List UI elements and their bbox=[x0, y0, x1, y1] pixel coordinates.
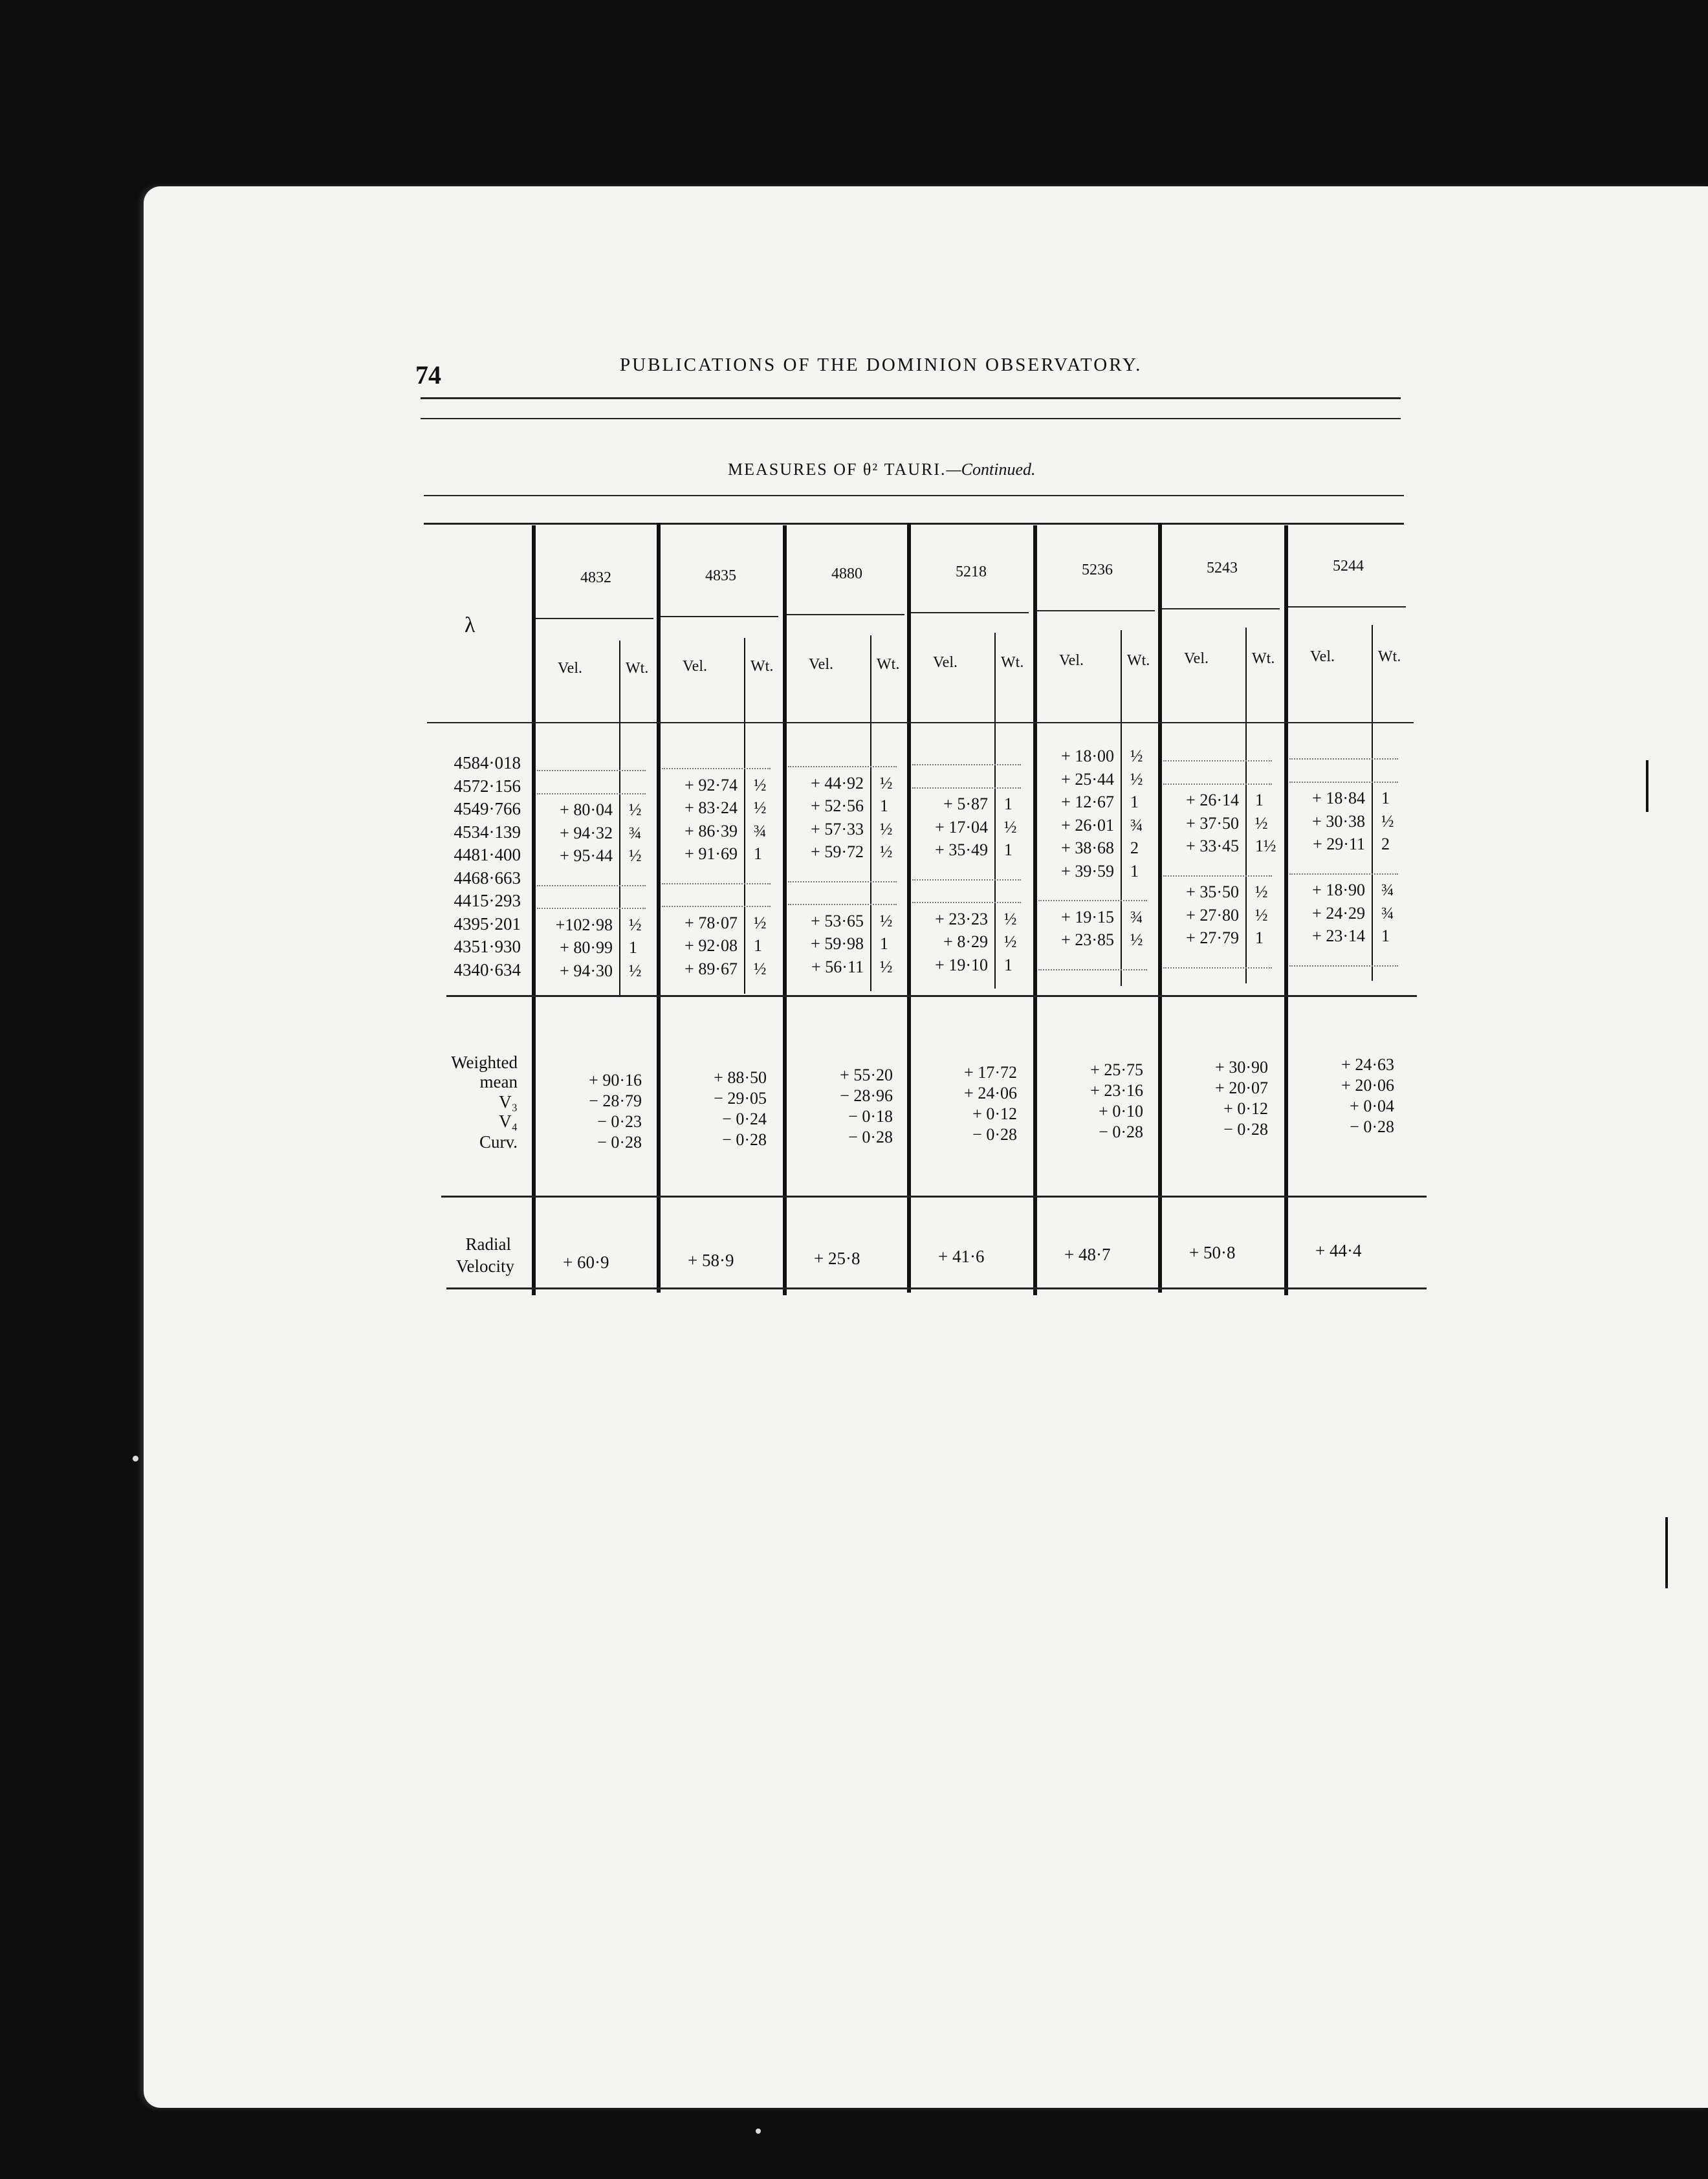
dotted-leader bbox=[1163, 967, 1272, 969]
wavelength-label: 4468·663 bbox=[454, 868, 521, 888]
edge-mark bbox=[1665, 1517, 1668, 1588]
radial-velocity-value: + 48·7 bbox=[1064, 1245, 1111, 1264]
dotted-leader bbox=[537, 770, 646, 771]
velocity-cell: + 26·01 bbox=[1061, 815, 1114, 835]
velocity-cell: + 24·29 bbox=[1312, 903, 1365, 923]
subheader-rule bbox=[787, 614, 904, 615]
weight-cell: 1 bbox=[1130, 861, 1139, 881]
summary-value: + 55·20 bbox=[840, 1066, 893, 1084]
vel-wt-divider bbox=[870, 635, 871, 991]
vel-header: Vel. bbox=[933, 654, 958, 671]
summary-label: V₄ bbox=[499, 1111, 518, 1131]
velocity-cell: + 23·14 bbox=[1312, 926, 1365, 945]
column-separator bbox=[907, 523, 911, 1293]
wavelength-label: 4549·766 bbox=[454, 799, 521, 818]
radial-velocity-value: + 41·6 bbox=[938, 1247, 985, 1266]
velocity-cell: + 86·39 bbox=[684, 821, 738, 840]
summary-value: − 0·28 bbox=[1099, 1122, 1143, 1141]
weight-cell: 1 bbox=[1004, 840, 1013, 859]
velocity-cell: + 19·15 bbox=[1061, 907, 1114, 926]
dotted-leader bbox=[662, 883, 771, 884]
weight-cell: 1 bbox=[1381, 789, 1390, 807]
dotted-leader bbox=[1163, 760, 1272, 761]
column-separator bbox=[657, 523, 661, 1293]
dotted-leader bbox=[1163, 875, 1272, 877]
dotted-leader bbox=[1289, 782, 1398, 783]
dotted-leader bbox=[537, 908, 646, 909]
weight-cell: 1 bbox=[1381, 926, 1390, 945]
velocity-cell: + 33·45 bbox=[1186, 837, 1239, 855]
dotted-leader bbox=[912, 764, 1021, 765]
vel-wt-divider bbox=[619, 641, 620, 996]
summary-value: + 20·06 bbox=[1341, 1076, 1394, 1095]
summary-value: − 0·18 bbox=[848, 1107, 893, 1126]
summary-value: − 29·05 bbox=[714, 1089, 767, 1108]
header-rule bbox=[421, 418, 1401, 419]
velocity-cell: + 37·50 bbox=[1186, 813, 1239, 833]
velocity-cell: + 52·56 bbox=[811, 796, 864, 815]
velocity-cell: + 23·85 bbox=[1061, 930, 1114, 949]
dust-speck bbox=[756, 2129, 761, 2134]
body-bottom-rule bbox=[446, 995, 1417, 997]
weight-cell: 1 bbox=[880, 934, 888, 953]
weight-cell: 1 bbox=[1255, 791, 1264, 809]
velocity-cell: + 94·30 bbox=[560, 961, 613, 980]
velocity-cell: + 92·74 bbox=[684, 775, 738, 794]
plate-number: 4835 bbox=[705, 567, 736, 584]
weight-cell: ½ bbox=[1255, 813, 1268, 833]
weight-cell: ½ bbox=[880, 819, 893, 838]
weight-cell: 1 bbox=[1255, 928, 1264, 947]
dotted-leader bbox=[1289, 965, 1398, 967]
weight-cell: 1 bbox=[1130, 793, 1139, 811]
velocity-cell: + 30·38 bbox=[1312, 811, 1365, 831]
velocity-cell: + 59·72 bbox=[811, 842, 864, 861]
vel-header: Vel. bbox=[558, 660, 582, 677]
wt-header: Wt. bbox=[1001, 654, 1024, 671]
weight-cell: ½ bbox=[754, 798, 767, 817]
velocity-cell: + 57·33 bbox=[811, 819, 864, 838]
velocity-cell: + 27·80 bbox=[1186, 905, 1239, 925]
velocity-cell: + 23·23 bbox=[935, 909, 988, 928]
wavelength-label: 4340·634 bbox=[454, 959, 521, 980]
summary-label: Curv. bbox=[479, 1132, 518, 1152]
summary-value: + 25·75 bbox=[1090, 1060, 1143, 1079]
velocity-cell: + 19·10 bbox=[935, 955, 988, 974]
column-separator bbox=[532, 525, 536, 1295]
plate-number: 5236 bbox=[1082, 562, 1113, 578]
vel-wt-divider bbox=[744, 638, 745, 994]
radial-velocity-value: + 25·8 bbox=[814, 1249, 860, 1268]
wavelength-label: 4572·156 bbox=[454, 776, 521, 796]
weight-cell: ¾ bbox=[1381, 903, 1394, 923]
vel-header: Vel. bbox=[1184, 650, 1209, 667]
velocity-cell: + 94·32 bbox=[560, 823, 613, 842]
velocity-cell: + 39·59 bbox=[1061, 861, 1114, 881]
dotted-leader bbox=[1163, 783, 1272, 785]
radial-velocity-value: + 50·8 bbox=[1189, 1243, 1236, 1262]
velocity-cell: + 27·79 bbox=[1186, 928, 1239, 947]
lambda-header: λ bbox=[465, 613, 476, 637]
summary-value: − 0·28 bbox=[1350, 1117, 1394, 1136]
wt-header: Wt. bbox=[877, 656, 900, 673]
summary-label: V₃ bbox=[499, 1092, 518, 1111]
weight-cell: 1 bbox=[1004, 794, 1013, 813]
vel-header: Vel. bbox=[1059, 652, 1084, 669]
vel-wt-divider bbox=[1372, 625, 1373, 981]
header-rule bbox=[421, 397, 1401, 399]
velocity-cell: + 25·44 bbox=[1061, 769, 1114, 789]
summary-value: + 0·12 bbox=[972, 1104, 1017, 1123]
vel-wt-divider bbox=[1121, 630, 1122, 986]
summary-value: − 0·28 bbox=[972, 1125, 1017, 1144]
summary-value: + 20·07 bbox=[1215, 1079, 1268, 1097]
weight-cell: ½ bbox=[1004, 909, 1017, 928]
dotted-leader bbox=[662, 906, 771, 907]
velocity-cell: + 18·90 bbox=[1312, 881, 1365, 899]
weight-cell: ½ bbox=[754, 959, 767, 978]
wt-header: Wt. bbox=[1127, 652, 1150, 669]
velocity-cell: + 38·68 bbox=[1061, 838, 1114, 857]
summary-value: + 24·06 bbox=[964, 1084, 1017, 1102]
velocity-cell: + 5·87 bbox=[943, 794, 988, 813]
subheader-rule bbox=[661, 616, 778, 617]
dotted-leader bbox=[912, 902, 1021, 903]
column-separator bbox=[783, 525, 787, 1295]
weight-cell: ¾ bbox=[1130, 815, 1143, 835]
dotted-leader bbox=[788, 904, 897, 905]
wavelength-label: 4351·930 bbox=[454, 937, 521, 956]
summary-value: − 0·28 bbox=[597, 1133, 642, 1152]
plate-number: 4880 bbox=[831, 565, 862, 582]
weight-cell: ½ bbox=[880, 911, 893, 930]
weight-cell: ¾ bbox=[1381, 881, 1394, 899]
summary-value: + 0·12 bbox=[1223, 1099, 1268, 1118]
summary-value: − 0·28 bbox=[1223, 1120, 1268, 1139]
summary-value: + 0·10 bbox=[1099, 1102, 1143, 1121]
subheader-rule bbox=[1162, 608, 1280, 609]
summary-value: − 0·23 bbox=[597, 1112, 642, 1131]
wavelength-label: 4584·018 bbox=[454, 753, 521, 772]
weight-cell: ½ bbox=[1130, 769, 1143, 789]
summary-value: + 23·16 bbox=[1090, 1081, 1143, 1100]
page-number: 74 bbox=[415, 360, 441, 389]
weight-cell: 2 bbox=[1381, 835, 1390, 853]
velocity-cell: + 18·00 bbox=[1061, 747, 1114, 765]
weight-cell: ½ bbox=[880, 773, 893, 793]
velocity-cell: + 89·67 bbox=[684, 959, 738, 978]
vel-wt-divider bbox=[1245, 628, 1247, 983]
summary-value: + 24·63 bbox=[1341, 1055, 1394, 1074]
weight-cell: ½ bbox=[754, 775, 767, 794]
weight-cell: 1 bbox=[754, 936, 762, 955]
weight-cell: ½ bbox=[880, 957, 893, 976]
dotted-leader bbox=[1289, 873, 1398, 875]
subheader-rule bbox=[1288, 606, 1406, 608]
weight-cell: ¾ bbox=[629, 823, 642, 842]
weight-cell: ¾ bbox=[754, 821, 767, 840]
velocity-cell: + 59·98 bbox=[811, 934, 864, 953]
radial-label: Velocity bbox=[456, 1256, 514, 1276]
velocity-cell: + 53·65 bbox=[811, 911, 864, 930]
summary-label: mean bbox=[479, 1072, 518, 1091]
weight-cell: ½ bbox=[1255, 882, 1268, 901]
velocity-cell: + 17·04 bbox=[935, 817, 988, 837]
velocity-cell: + 56·11 bbox=[811, 957, 864, 976]
dust-speck bbox=[133, 1456, 138, 1462]
vel-header: Vel. bbox=[809, 656, 833, 673]
weight-cell: ½ bbox=[629, 800, 642, 819]
summary-value: − 28·96 bbox=[840, 1086, 893, 1105]
velocity-cell: +102·98 bbox=[555, 915, 613, 934]
weight-cell: ½ bbox=[1004, 817, 1017, 837]
velocity-cell: + 83·24 bbox=[684, 798, 738, 817]
summary-value: + 17·72 bbox=[964, 1063, 1017, 1082]
edge-mark bbox=[1646, 760, 1648, 812]
dotted-leader bbox=[788, 766, 897, 767]
dotted-leader bbox=[912, 879, 1021, 881]
weight-cell: 1 bbox=[880, 796, 888, 815]
wt-header: Wt. bbox=[1252, 650, 1275, 667]
velocity-cell: + 29·11 bbox=[1313, 835, 1365, 853]
plate-number: 5218 bbox=[956, 564, 987, 580]
velocity-cell: + 92·08 bbox=[684, 936, 738, 955]
summary-value: + 88·50 bbox=[714, 1068, 767, 1087]
weight-cell: ½ bbox=[629, 961, 642, 980]
dotted-leader bbox=[1289, 758, 1398, 760]
velocity-cell: + 80·04 bbox=[560, 800, 613, 819]
subheader-rule bbox=[1037, 610, 1155, 611]
weight-cell: ¾ bbox=[1130, 907, 1143, 926]
wavelength-label: 4395·201 bbox=[454, 914, 521, 934]
velocity-cell: + 95·44 bbox=[560, 846, 613, 865]
velocity-cell: + 8·29 bbox=[943, 932, 988, 951]
wt-header: Wt. bbox=[750, 658, 774, 675]
vel-wt-divider bbox=[994, 633, 996, 989]
vel-header: Vel. bbox=[1310, 648, 1335, 665]
summary-value: − 0·28 bbox=[722, 1130, 767, 1149]
weight-cell: ½ bbox=[754, 913, 767, 932]
plate-number: 5243 bbox=[1207, 560, 1238, 576]
dotted-leader bbox=[1038, 900, 1147, 901]
velocity-cell: + 35·50 bbox=[1186, 882, 1239, 901]
subheader-rule bbox=[536, 618, 653, 619]
table-bottom-rule bbox=[446, 1287, 1427, 1289]
weight-cell: 1 bbox=[1004, 955, 1013, 974]
radial-velocity-value: + 60·9 bbox=[563, 1253, 609, 1272]
velocity-cell: + 91·69 bbox=[684, 844, 738, 863]
wavelength-label: 4415·293 bbox=[454, 891, 521, 910]
vel-header: Vel. bbox=[683, 658, 707, 675]
velocity-cell: + 80·99 bbox=[560, 938, 613, 957]
velocity-cell: + 26·14 bbox=[1186, 791, 1239, 809]
dotted-leader bbox=[1038, 969, 1147, 970]
weight-cell: ½ bbox=[1130, 930, 1143, 949]
weight-cell: 1 bbox=[629, 938, 637, 957]
table-top-rule bbox=[424, 523, 1404, 525]
subheader-rule bbox=[911, 612, 1029, 613]
dotted-leader bbox=[537, 793, 646, 794]
dotted-leader bbox=[788, 881, 897, 882]
weight-cell: ½ bbox=[880, 842, 893, 861]
velocity-cell: + 12·67 bbox=[1061, 793, 1114, 811]
summary-label: Weighted bbox=[451, 1053, 518, 1072]
wt-header: Wt. bbox=[626, 660, 649, 677]
subheader-bottom-rule bbox=[427, 722, 1414, 723]
plate-number: 4832 bbox=[580, 569, 611, 586]
weight-cell: ½ bbox=[629, 846, 642, 865]
radial-velocity-value: + 58·9 bbox=[688, 1251, 734, 1270]
summary-value: − 0·28 bbox=[848, 1128, 893, 1146]
velocity-cell: + 18·84 bbox=[1312, 789, 1365, 807]
weight-cell: 2 bbox=[1130, 838, 1139, 857]
weight-cell: 1½ bbox=[1255, 837, 1276, 855]
summary-value: + 90·16 bbox=[589, 1071, 642, 1090]
wt-header: Wt. bbox=[1378, 648, 1401, 665]
summary-value: + 0·04 bbox=[1350, 1097, 1394, 1115]
wavelength-label: 4481·400 bbox=[454, 845, 521, 864]
velocity-cell: + 35·49 bbox=[935, 840, 988, 859]
weight-cell: ½ bbox=[629, 915, 642, 934]
weight-cell: ½ bbox=[1004, 932, 1017, 951]
table-top-rule bbox=[424, 495, 1404, 496]
dotted-leader bbox=[912, 787, 1021, 789]
weight-cell: 1 bbox=[754, 844, 762, 863]
dotted-leader bbox=[662, 768, 771, 769]
weight-cell: ½ bbox=[1130, 747, 1143, 765]
weight-cell: ½ bbox=[1381, 811, 1394, 831]
summary-bottom-rule bbox=[441, 1196, 1427, 1198]
radial-label: Radial bbox=[465, 1234, 511, 1254]
wavelength-label: 4534·139 bbox=[454, 822, 521, 842]
velocity-cell: + 44·92 bbox=[811, 773, 864, 793]
running-head: PUBLICATIONS OF THE DOMINION OBSERVATORY. bbox=[620, 355, 1143, 375]
velocity-cell: + 78·07 bbox=[684, 913, 738, 932]
dotted-leader bbox=[537, 885, 646, 886]
table-title: MEASURES OF θ² TAURI.—Continued. bbox=[728, 460, 1036, 479]
weight-cell: ½ bbox=[1255, 905, 1268, 925]
radial-velocity-value: + 44·4 bbox=[1315, 1241, 1362, 1260]
summary-value: + 30·90 bbox=[1215, 1058, 1268, 1077]
summary-value: − 0·24 bbox=[722, 1110, 767, 1128]
plate-number: 5244 bbox=[1333, 558, 1364, 575]
summary-value: − 28·79 bbox=[589, 1091, 642, 1110]
